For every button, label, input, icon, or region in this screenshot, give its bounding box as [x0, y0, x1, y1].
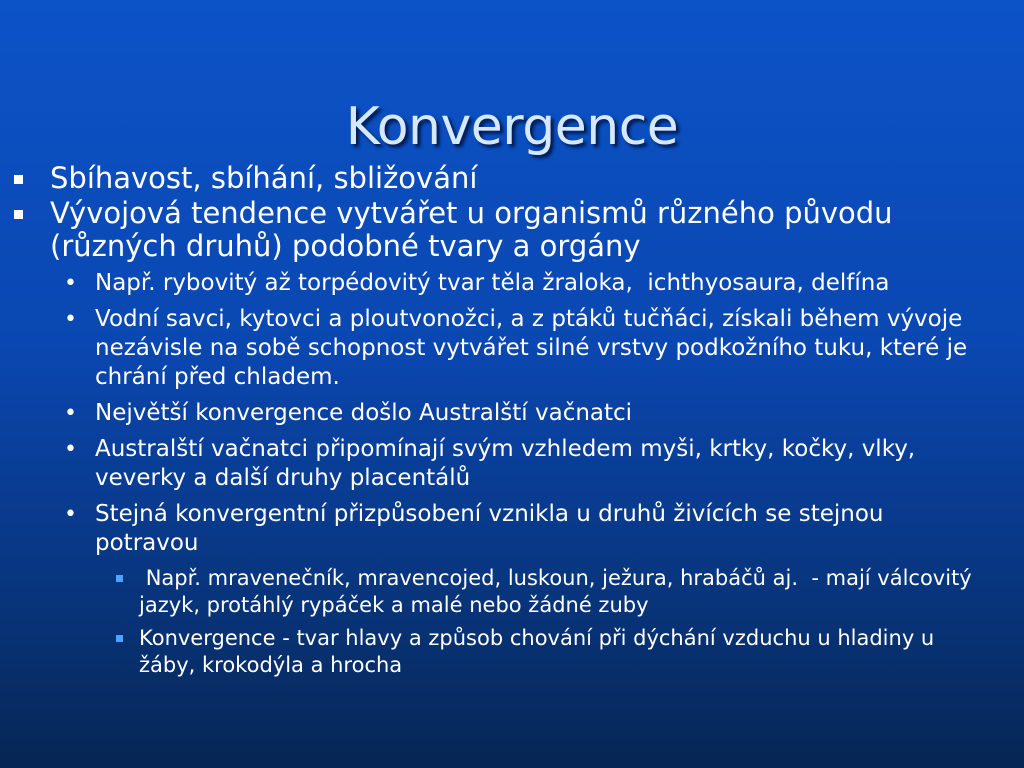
sub-bullet-item [0, 435, 1024, 493]
bullet-text: Vývojová tendence vytvářet u organismů různého původu (různých druhů) podobné tvary a orgány [50, 196, 902, 263]
sub-bullet-item [0, 500, 1024, 558]
sub-sub-bullet-item [0, 565, 1024, 619]
square-bullet-icon [14, 175, 23, 184]
dot-bullet-icon: • [64, 271, 77, 296]
sub-bullet-text: Vodní savci, kytovci a ploutvonožci, a z ptáků tučňáci, získali během vývoje nezávisle na sobě schopnost vytvářet silné vrstvy podkožního tuku, které je chrání před chladem. [95, 306, 975, 390]
sub-sub-bullet-item [0, 625, 1024, 679]
bullet-text: Sbíhavost, sbíhání, sbližování [50, 161, 478, 195]
sub-bullet-text: Např. rybovitý až torpédovitý tvar těla žraloka, ichthyosaura, delfína [95, 270, 890, 296]
sub-sub-bullet-text: Např. mravenečník, mravencojed, luskoun, ježura, hrabáčů aj. - mají válcovitý jazyk, protáhlý rypáček a malé nebo žádné zuby [139, 566, 979, 617]
bullet-item [0, 162, 1024, 195]
sub-bullet-item [0, 399, 1024, 428]
sub-bullet-item [0, 269, 1024, 298]
small-square-bullet-icon [116, 575, 123, 582]
dot-bullet-icon: • [64, 502, 77, 527]
square-bullet-icon [14, 210, 23, 219]
dot-bullet-icon: • [64, 437, 77, 462]
small-square-bullet-icon [116, 635, 123, 642]
sub-bullet-text: Největší konvergence došlo Australští vačnatci [95, 400, 633, 426]
sub-bullet-item [0, 305, 1024, 392]
slide-title: Konvergence [345, 96, 679, 157]
dot-bullet-icon: • [64, 307, 77, 332]
sub-bullet-text: Stejná konvergentní přizpůsobení vznikla u druhů živících se stejnou potravou [95, 501, 891, 556]
sub-bullet-text: Australští vačnatci připomínají svým vzhledem myši, krtky, kočky, vlky, veverky a další druhy placentálů [95, 436, 923, 491]
bullet-list [0, 162, 1024, 685]
bullet-item [0, 197, 1024, 263]
sub-sub-bullet-text: Konvergence - tvar hlavy a způsob chování při dýchání vzduchu u hladiny u žáby, krokodýla a hrocha [139, 626, 941, 677]
dot-bullet-icon: • [64, 401, 77, 426]
